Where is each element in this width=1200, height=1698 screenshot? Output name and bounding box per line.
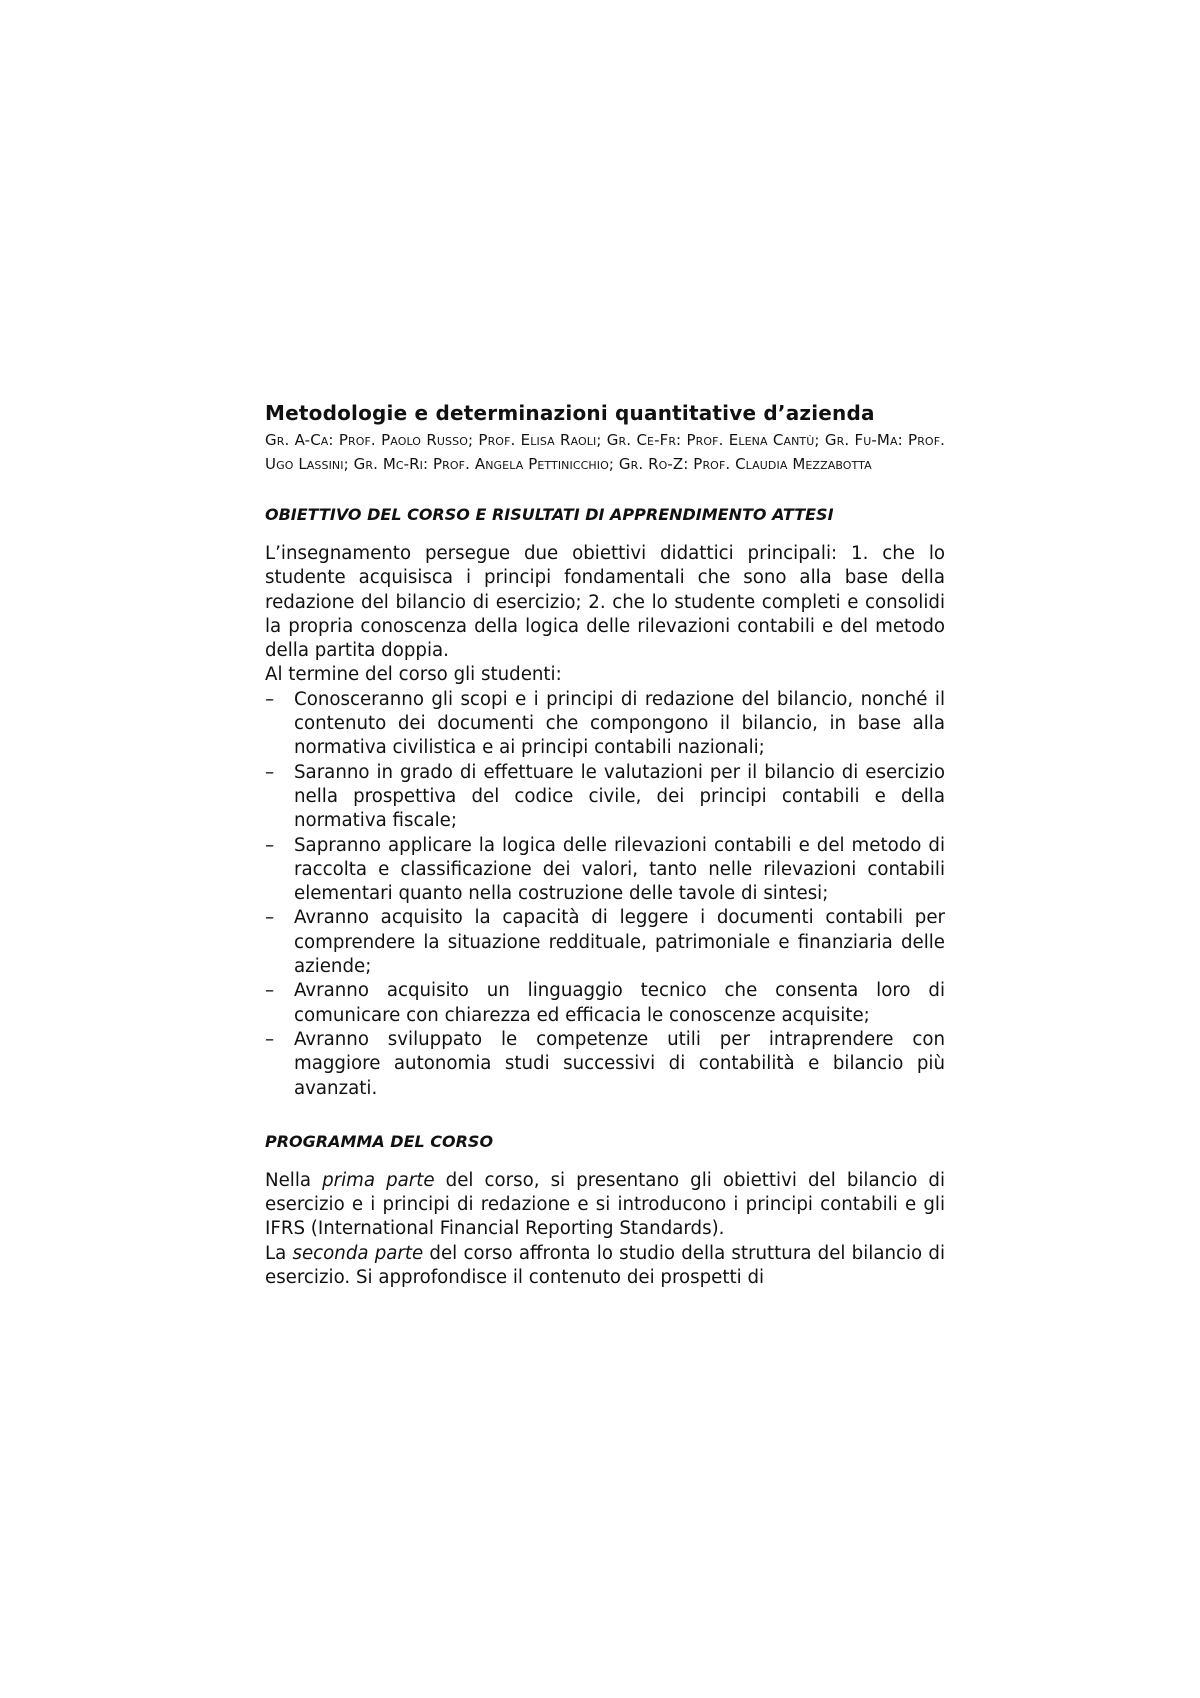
outcomes-list: [265, 688, 945, 1101]
outcome-text: Avranno acquisito la capacità di leggere i documenti contabili per comprendere la situazione reddituale, patrimoniale e finanziaria delle aziende;: [294, 907, 945, 978]
program-p1-emphasis: prima parte: [322, 1169, 435, 1191]
bullet-dash: –: [265, 761, 275, 783]
program-p1-text-before: Nella: [265, 1169, 323, 1191]
bullet-dash: –: [265, 834, 275, 856]
outcome-text: Sapranno applicare la logica delle rilevazioni contabili e del metodo di raccolta e classificazione dei valori, tanto nelle rilevazioni contabili elementari quanto nella costruzione delle tavole di sintesi;: [294, 834, 945, 905]
program-p2-text-after: del corso affronta lo studio della struttura del bilancio di esercizio. Si approfondisce il contenuto dei prospetti di: [265, 1242, 945, 1289]
outcome-text: Avranno acquisito un linguaggio tecnico che consenta loro di comunicare con chiarezza ed efficacia le conoscenze acquisite;: [294, 980, 945, 1026]
outcome-text: Saranno in grado di effettuare le valutazioni per il bilancio di esercizio nella prospettiva del codice civile, dei principi contabili e della normativa fiscale;: [294, 761, 945, 832]
program-p2-emphasis: seconda parte: [292, 1242, 424, 1264]
program-heading: PROGRAMMA DEL CORSO: [265, 1131, 494, 1151]
list-item: [265, 906, 945, 979]
page-content: [265, 400, 945, 1290]
outcome-text: Avranno sviluppato le competenze utili per intraprendere con maggiore autonomia studi successivi di contabilità e bilancio più avanzati.: [294, 1028, 945, 1099]
list-item: [265, 979, 945, 1028]
program-paragraph-2: [265, 1242, 945, 1291]
objectives-heading: OBIETTIVO DEL CORSO E RISULTATI DI APPRENDIMENTO ATTESI: [265, 505, 834, 524]
objectives-intro: L’insegnamento persegue due obiettivi didattici principali: 1. che lo studente acquisisca i principi fondamentali che sono alla base della redazione del bilancio di esercizio; 2. che lo studente completi e consolidi la propria conoscenza della logica delle rilevazioni contabili e del metodo della partita doppia.: [265, 543, 945, 662]
list-item: [265, 761, 945, 834]
outcome-text: Conosceranno gli scopi e i principi di redazione del bilancio, nonché il contenuto dei documenti che compongono il bilancio, in base alla normativa civilistica e ai principi contabili nazionali;: [294, 688, 945, 759]
course-title: Metodologie e determinazioni quantitative d’azienda: [265, 401, 875, 425]
list-item: [265, 688, 945, 761]
program-p2-text-before: La: [265, 1242, 293, 1264]
program-p1-text-after: del corso, si presentano gli obiettivi del bilancio di esercizio e i principi di redazione e si introducono i principi contabili e gli IFRS (International Financial Reporting Standards).: [265, 1169, 945, 1240]
program-paragraph-1: [265, 1169, 945, 1242]
bullet-dash: –: [265, 907, 275, 929]
list-item: [265, 1028, 945, 1101]
list-item: [265, 834, 945, 907]
course-teachers: Gr. A-Ca: Prof. Paolo Russo; Prof. Elisa Raoli; Gr. Ce-Fr: Prof. Elena Cantù; Gr. Fu-Ma: Prof. Ugo Lassini; Gr. Mc-Ri: Prof. Angela Pettinicchio; Gr. Ro-Z: Prof. Claudia Mezzabotta: [265, 431, 945, 473]
bullet-dash: –: [265, 688, 275, 710]
objectives-lead: Al termine del corso gli studenti:: [265, 664, 562, 686]
bullet-dash: –: [265, 980, 275, 1002]
bullet-dash: –: [265, 1028, 275, 1050]
